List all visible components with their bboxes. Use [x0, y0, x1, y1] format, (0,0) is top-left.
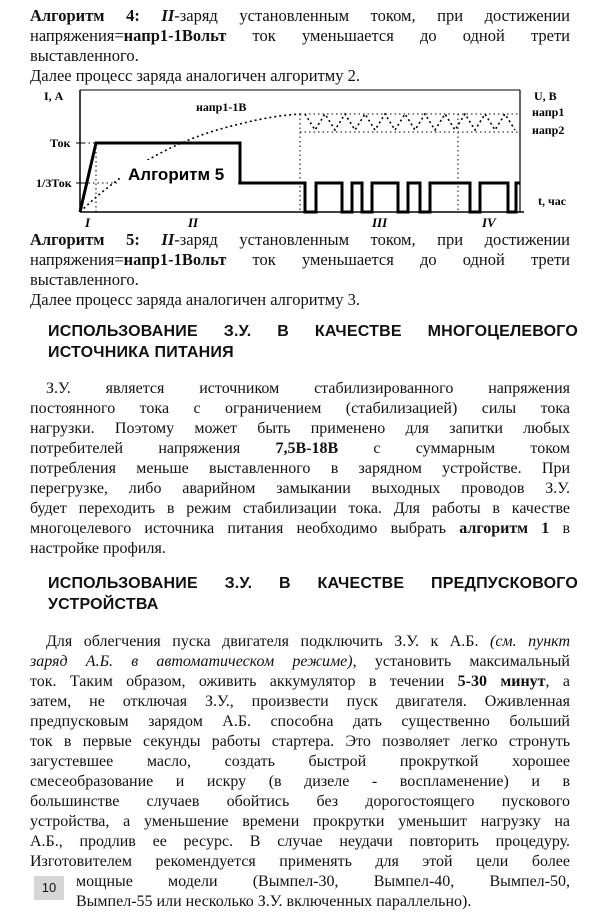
text-line: устройства, а уменьшение времени прокрутки уменьшит нагрузку на	[30, 813, 570, 830]
algorithm-5-label: Алгоритм 5	[128, 165, 225, 184]
stage-numeral: II	[161, 6, 175, 25]
heading-line: УСТРОЙСТВА	[48, 596, 159, 613]
text-line	[30, 652, 570, 672]
text	[140, 230, 162, 249]
text-line	[30, 6, 570, 26]
algorithm-4-followup: Далее процесс заряда аналогичен алгоритму 2.	[30, 66, 360, 85]
text-line: ток в первые секунды работы стартера. Это позволяет легко стронуть	[30, 733, 570, 750]
text-line: Изготовителем рекомендуется применять для этой цели более	[30, 853, 570, 870]
text: напряжения=	[30, 250, 124, 269]
heading-line: ИСПОЛЬЗОВАНИЕ З.У. В КАЧЕСТВЕ ПРЕДПУСКОВОГО	[48, 575, 578, 592]
reference-text: заряд А.Б. в автоматическом режиме)	[30, 653, 353, 670]
text-line	[30, 672, 570, 692]
text: многоцелевого источника питания необходимо выбрать	[30, 520, 460, 537]
right-label-napr1: напр1	[532, 105, 565, 119]
text-line	[30, 379, 570, 399]
text: , установить максимальный	[352, 653, 570, 670]
section-1-heading	[48, 321, 578, 363]
text: ток уменьшается до одной трети	[226, 26, 570, 45]
text-line: смесеобразование и искру (в дизеле - воспламенение) и в	[30, 773, 570, 790]
algorithm-4-title: Алгоритм 4:	[30, 6, 140, 25]
stage-label-1: I	[85, 215, 91, 230]
algorithm-5-paragraph	[30, 230, 570, 310]
page-number: 10	[34, 876, 64, 900]
section-2-heading	[48, 573, 578, 615]
heading-line: ИСТОЧНИКА ПИТАНИЯ	[48, 344, 234, 361]
heading-line: ИСПОЛЬЗОВАНИЕ З.У. В КАЧЕСТВЕ МНОГОЦЕЛЕВОГО	[48, 323, 578, 340]
right-label-napr2: напр2	[532, 123, 565, 137]
text: , а	[545, 673, 570, 690]
text-line: предпусковым зарядом А.Б. способна дать существенно больший	[30, 713, 570, 730]
text: -заряд установленным током, при достижении	[174, 6, 571, 25]
section-2-body	[30, 632, 570, 912]
text-line: выставленного.	[30, 46, 139, 65]
text: ток уменьшается до одной трети	[226, 250, 570, 269]
duration-value: 5-30 минут	[457, 673, 546, 690]
stage-numeral: II	[161, 230, 175, 249]
algorithm-5-followup: Далее процесс заряда аналогичен алгоритму 3.	[30, 290, 360, 309]
text-line: А.Б., продлив ее ресурс. В случае неудачи повторить процедуру.	[30, 833, 570, 850]
text-line: перегрузке, либо аварийном замыкании выходных проводов З.У.	[30, 480, 570, 497]
text: мощные модели (Вымпел-30, Вымпел-40, Вымпел-50,	[76, 873, 570, 890]
algorithm-5-title: Алгоритм 5:	[30, 230, 140, 249]
text-line	[30, 250, 570, 270]
reference-text: (см. пункт	[490, 633, 571, 650]
text-line: выставленного.	[30, 270, 139, 289]
voltage-label: напр1-1В	[196, 100, 247, 114]
stage-label-3: III	[372, 215, 388, 230]
text-line: загустевшее масло, создать быстрой прокруткой хорошее	[30, 753, 570, 770]
text-line	[30, 632, 570, 652]
text-line: нагрузки. Поэтому может быть применено для запитки любых	[30, 420, 570, 437]
voltage-zigzag	[305, 114, 515, 130]
text-line	[30, 230, 570, 250]
text: с суммарным током	[338, 440, 570, 457]
stage-label-2: II	[188, 215, 199, 230]
text: напряжения=	[30, 26, 124, 45]
charge-algorithm-chart	[0, 84, 595, 234]
x-axis-label: t, час	[538, 194, 567, 208]
tick-label-current: Ток	[50, 136, 71, 150]
text-line	[30, 872, 570, 892]
text-line	[30, 519, 570, 539]
text: Вымпел-55 или несколько З.У. включенных параллельно).	[76, 893, 472, 910]
algorithm-reference: алгоритм 1	[459, 520, 550, 537]
voltage-range: 7,5В-18В	[275, 440, 339, 457]
text: Для облегчения пуска двигателя подключить З.У. к А.Б.	[46, 633, 490, 650]
text: З.У. является источником стабилизированного напряжения	[46, 380, 570, 397]
text	[140, 6, 162, 25]
text: в	[549, 520, 570, 537]
text-line: настройке профиля.	[30, 540, 166, 557]
tick-label-third-current: 1/3Ток	[36, 176, 72, 190]
text: ток. Таким образом, оживить аккумулятор в течении	[30, 673, 458, 690]
text-line: потребления меньше выставленного в зарядном устройстве. При	[30, 460, 570, 477]
section-1-body	[30, 379, 570, 559]
voltage-value: напр1-1Вольт	[123, 250, 227, 269]
text-line: постоянного тока с ограничением (стабилизацией) силы тока	[30, 400, 570, 417]
text-line	[30, 892, 570, 912]
text-line: большинстве случаев обойтись без дорогостоящего пускового	[30, 793, 570, 810]
text-line: затем, не отключая З.У., произвести пуск двигателя. Оживленная	[30, 693, 570, 710]
algorithm-4-paragraph	[30, 6, 570, 86]
text-line	[30, 439, 570, 459]
voltage-value: напр1-1Вольт	[123, 26, 227, 45]
text-line	[30, 26, 570, 46]
text: потребителей напряжения	[30, 440, 276, 457]
left-axis-label: I, А	[44, 89, 64, 103]
stage-label-4: IV	[482, 215, 496, 230]
text-line: будет переходить в режим стабилизации тока. Для работы в качестве	[30, 500, 570, 517]
right-axis-label: U, В	[534, 89, 557, 103]
text: -заряд установленным током, при достижении	[174, 230, 571, 249]
